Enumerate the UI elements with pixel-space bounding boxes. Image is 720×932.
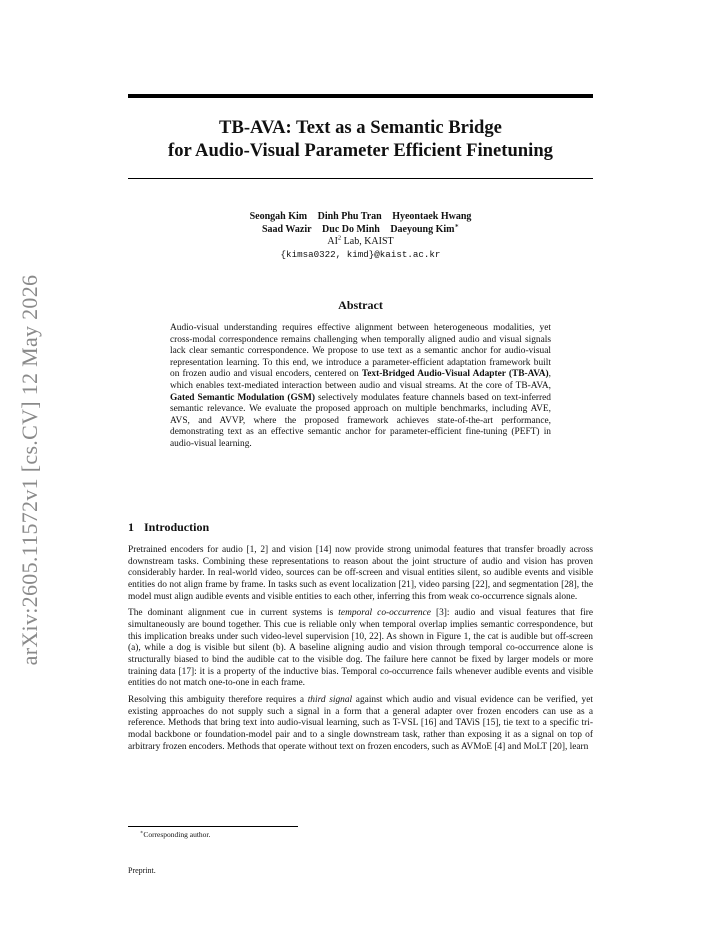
section-number: 1 — [128, 520, 134, 534]
corresponding-mark: ∗ — [454, 222, 459, 230]
author-name: Hyeontaek Hwang — [392, 211, 472, 222]
author-row-1 — [128, 211, 593, 224]
footnote-rule — [128, 826, 298, 827]
title-line-1: TB-AVA: Text as a Semantic Bridge — [219, 117, 502, 138]
abstract-text: Audio-visual understanding requires effective alignment between heterogeneous modalities, yet cross-modal correspondence remains challenging when temporally aligned audio and visual signals lack clear semantic correspondence. We propose to use text as a semantic anchor for audio-visual representation learning. To this end, we introduce a parameter-efficient adaptation framework built on frozen audio and visual encoders, centered on Text-Bridged Audio-Visual Adapter (TB-AVA), which enables text-mediated interaction between audio and visual streams. At the core of TB-AVA, Gated Semantic Modulation (GSM) selectively modulates feature channels based on text-inferred semantic relevance. We evaluate the proposed approach on multiple benchmarks, including AVE, AVS, and AVVP, where the proposed framework achieves state-of-the-art performance, demonstrating text as an effective semantic anchor for parameter-efficient fine-tuning (PEFT) in audio-visual learning. — [170, 323, 551, 449]
paragraph: The dominant alignment cue in current systems is temporal co-occurrence [3]: audio and visual features that fire simultaneously are bound together. This cue is reliable only when temporal overlap implies semantic correspondence, but this implication breaks under such video-level supervision [10, 22]. As shown in Figure 1, the cat is audible but off-screen (a), while a dog is visible but silent (b). A baseline aligning audio and vision through temporal co-occurrence alone is structurally biased to bind the audible cat to the visible dog. The failure here cannot be fixed by larger models or more training data [17]: it is a property of the inductive bias. Temporal co-occurrence fails whenever audible events and visible entities do not match one-to-one in each frame. — [128, 608, 594, 689]
arxiv-sidebar-stamp — [10, 250, 50, 690]
author-name: Duc Do Minh — [322, 223, 380, 235]
title-bottom-rule — [128, 178, 593, 179]
author-row-2 — [128, 224, 593, 237]
author-name-corresponding: Daeyoung Kim∗ — [390, 222, 459, 235]
paper-title — [128, 116, 593, 162]
author-email: {kimsa0322, kimd}@kaist.ac.kr — [280, 248, 441, 260]
introduction-body — [128, 545, 593, 758]
paragraph: Resolving this ambiguity therefore requires a third signal against which audio and visual evidence can be verified, yet existing approaches do not supply such a signal in a form that a general adapter over frozen encoders can use as a reference. Methods that bring text into audio-visual learning, such as T-VSL [16] and TAViS [15], tie text to a specific tri-modal backbone or foundation-model pair and to a single downstream task, rather than exposing it as a signal on top of arbitrary frozen encoders. Methods that operate without text on frozen encoders, such as AVMoE [4] and MoLT [20], learn — [128, 694, 594, 752]
title-line-2: for Audio-Visual Parameter Efficient Finetuning — [168, 140, 553, 161]
paragraph: Pretrained encoders for audio [1, 2] and vision [14] now provide strong unimodal features that transfer broadly across downstream tasks. Combining these representations to reason about the joint structure of audio and vision has proven considerably harder. In real-world video, sources can be off-screen and visual entities silent, so audible events and visible entities do not align frame by frame. In tasks such as event localization [21], video parsing [22], and segmentation [28], the model must align audible events and visible entities to each other, inferring this from weak co-occurrence signals alone. — [128, 545, 593, 602]
section-heading-introduction — [128, 520, 209, 535]
abstract-heading: Abstract — [338, 298, 383, 312]
author-block — [128, 211, 593, 261]
gsm-term: Gated Semantic Modulation (GSM) — [170, 392, 315, 403]
footnote: ∗Corresponding author. — [140, 830, 211, 839]
affiliation: $AI^2$ Lab, KAIST — [327, 234, 394, 247]
tb-ava-term: Text-Bridged Audio-Visual Adapter (TB-AVA) — [361, 369, 549, 380]
author-name: Seongah Kim — [249, 211, 308, 222]
author-name: Saad Wazir — [261, 223, 312, 235]
section-title: Introduction — [144, 520, 210, 534]
preprint-label: Preprint. — [128, 866, 156, 875]
author-name: Dinh Phu Tran — [317, 211, 382, 222]
arxiv-identifier: arXiv:2605.11572v1 [cs.CV] 12 May 2026 — [17, 274, 42, 666]
title-top-rule — [128, 94, 593, 98]
